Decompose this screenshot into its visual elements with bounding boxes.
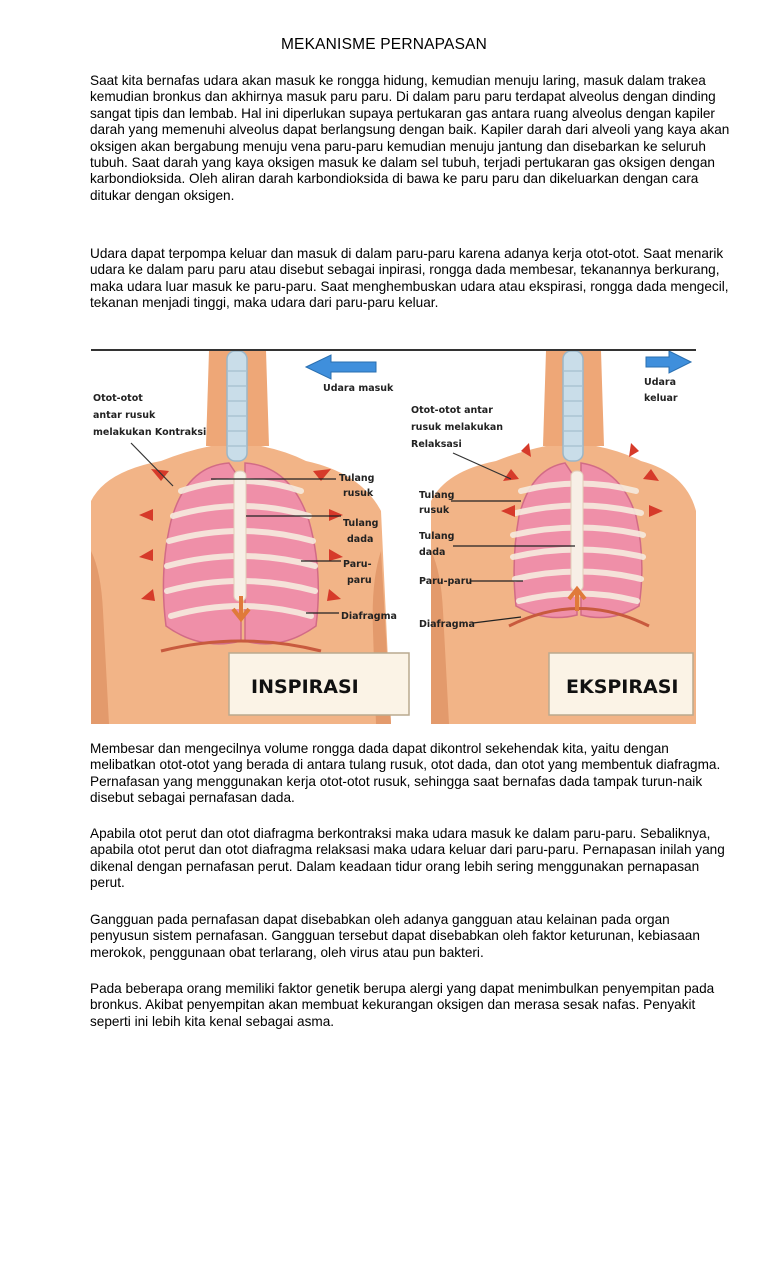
label-rib-right-1: Tulang [419, 490, 455, 501]
label-sternum-right-1: Tulang [419, 531, 455, 542]
respiration-illustration [91, 351, 696, 724]
arrow-label-air-in: Udara masuk [323, 383, 394, 394]
caption-inspiration: INSPIRASI [251, 676, 359, 698]
label-rib-right-2: rusuk [419, 505, 450, 516]
label-sternum-left-1: Tulang [343, 518, 379, 529]
inspiration-panel [91, 351, 409, 724]
label-sternum-right-2: dada [419, 547, 446, 558]
muscle-label-relaxation-line-3: Relaksasi [411, 439, 462, 450]
muscle-label-contraction-line-2: antar rusuk [93, 410, 156, 421]
arrow-label-air-out-2: keluar [644, 393, 678, 404]
label-diaphragm-right: Diafragma [419, 619, 475, 630]
paragraph-breathing-muscles: Udara dapat terpompa keluar dan masuk di dalam paru-paru karena adanya kerja otot-otot. Saat menarik udara ke dalam paru paru atau disebut sebagai inpirasi, rongga dada membesar, tekanannya berkurang, maka udara luar masuk ke paru-paru. Saat menghembuskan udara atau ekspirasi, rongga dada mengecil, tekanan menjadi tinggi, maka udara dari paru-paru keluar. [90, 246, 729, 311]
arrow-label-air-out-1: Udara [644, 377, 677, 388]
label-lungs-left-2: paru [347, 575, 372, 586]
muscle-label-relaxation-line-2: rusuk melakukan [411, 422, 504, 433]
label-diaphragm-left: Diafragma [341, 611, 397, 622]
label-rib-left-2: rusuk [343, 488, 374, 499]
expiration-panel [411, 351, 696, 724]
page-title: MEKANISME PERNAPASAN [280, 36, 488, 53]
muscle-label-contraction-line-3: melakukan Kontraksi [93, 427, 207, 438]
muscle-label-contraction-line-1: Otot-otot [93, 393, 143, 404]
paragraph-chest-breathing: Membesar dan mengecilnya volume rongga dada dapat dikontrol sekehendak kita, yaitu dengan melibatkan otot-otot yang berada di antara tulang rusuk, otot dada, dan otot yang membentuk diafragma. Pernafasan yang menggunakan kerja otot-otot rusuk, sehingga saat bernafas dada tampak turun-naik disebut sebagai pernafasan dada. [90, 741, 721, 806]
caption-expiration: EKSPIRASI [566, 676, 679, 698]
paragraph-asthma: Pada beberapa orang memiliki faktor genetik berupa alergi yang dapat menimbulkan penyempitan pada bronkus. Akibat penyempitan akan membuat kekurangan oksigen dan merasa sesak nafas. Penyakit seperti ini lebih kita kenal sebagai asma. [90, 981, 715, 1029]
paragraph-respiratory-disorders: Gangguan pada pernafasan dapat disebabkan oleh adanya gangguan atau kelainan pada organ penyusun sistem pernafasan. Gangguan tersebut dapat disebabkan oleh faktor keturunan, kebiasaan merokok, penggunaan obat terlarang, oleh virus atau pun bakteri. [90, 912, 700, 960]
label-rib-left-1: Tulang [339, 473, 375, 484]
label-lungs-right: Paru-paru [419, 576, 473, 587]
label-lungs-left-1: Paru- [343, 559, 372, 570]
paragraph-respiration-process: Saat kita bernafas udara akan masuk ke rongga hidung, kemudian menuju laring, masuk dalam trakea kemudian bronkus dan akhirnya masuk paru paru. Di dalam paru paru terdapat alveolus dengan dinding sangat tipis dan lembab. Hal ini diperlukan supaya pertukaran gas antara ruang alveolus dengan kapiler darah yang memenuhi alveolus dapat berlangsung dengan baik. Kapiler darah dari alveoli yang kaya akan oksigen akan bergabung menuju vena paru-paru kemudian menuju jantung dan disebarkan ke seluruh tubuh. Saat darah yang kaya oksigen masuk ke dalam sel tubuh, terjadi pertukaran gas oksigen dengan karbondioksida. Oleh aliran darah karbondioksida di bawa ke paru paru dan dikeluarkan dengan cara ditukar dengan oksigen. [90, 73, 730, 203]
muscle-label-relaxation-line-1: Otot-otot antar [411, 405, 493, 416]
label-sternum-left-2: dada [347, 534, 374, 545]
paragraph-abdominal-breathing: Apabila otot perut dan otot diafragma berkontraksi maka udara masuk ke dalam paru-paru. Sebaliknya, apabila otot perut dan otot diafragma relaksasi maka udara keluar dari paru-paru. Pernapasan inilah yang dikenal dengan pernafasan perut. Dalam keadaan tidur orang lebih sering menggunakan pernapasan perut. [90, 826, 725, 891]
respiration-diagram [91, 349, 696, 724]
